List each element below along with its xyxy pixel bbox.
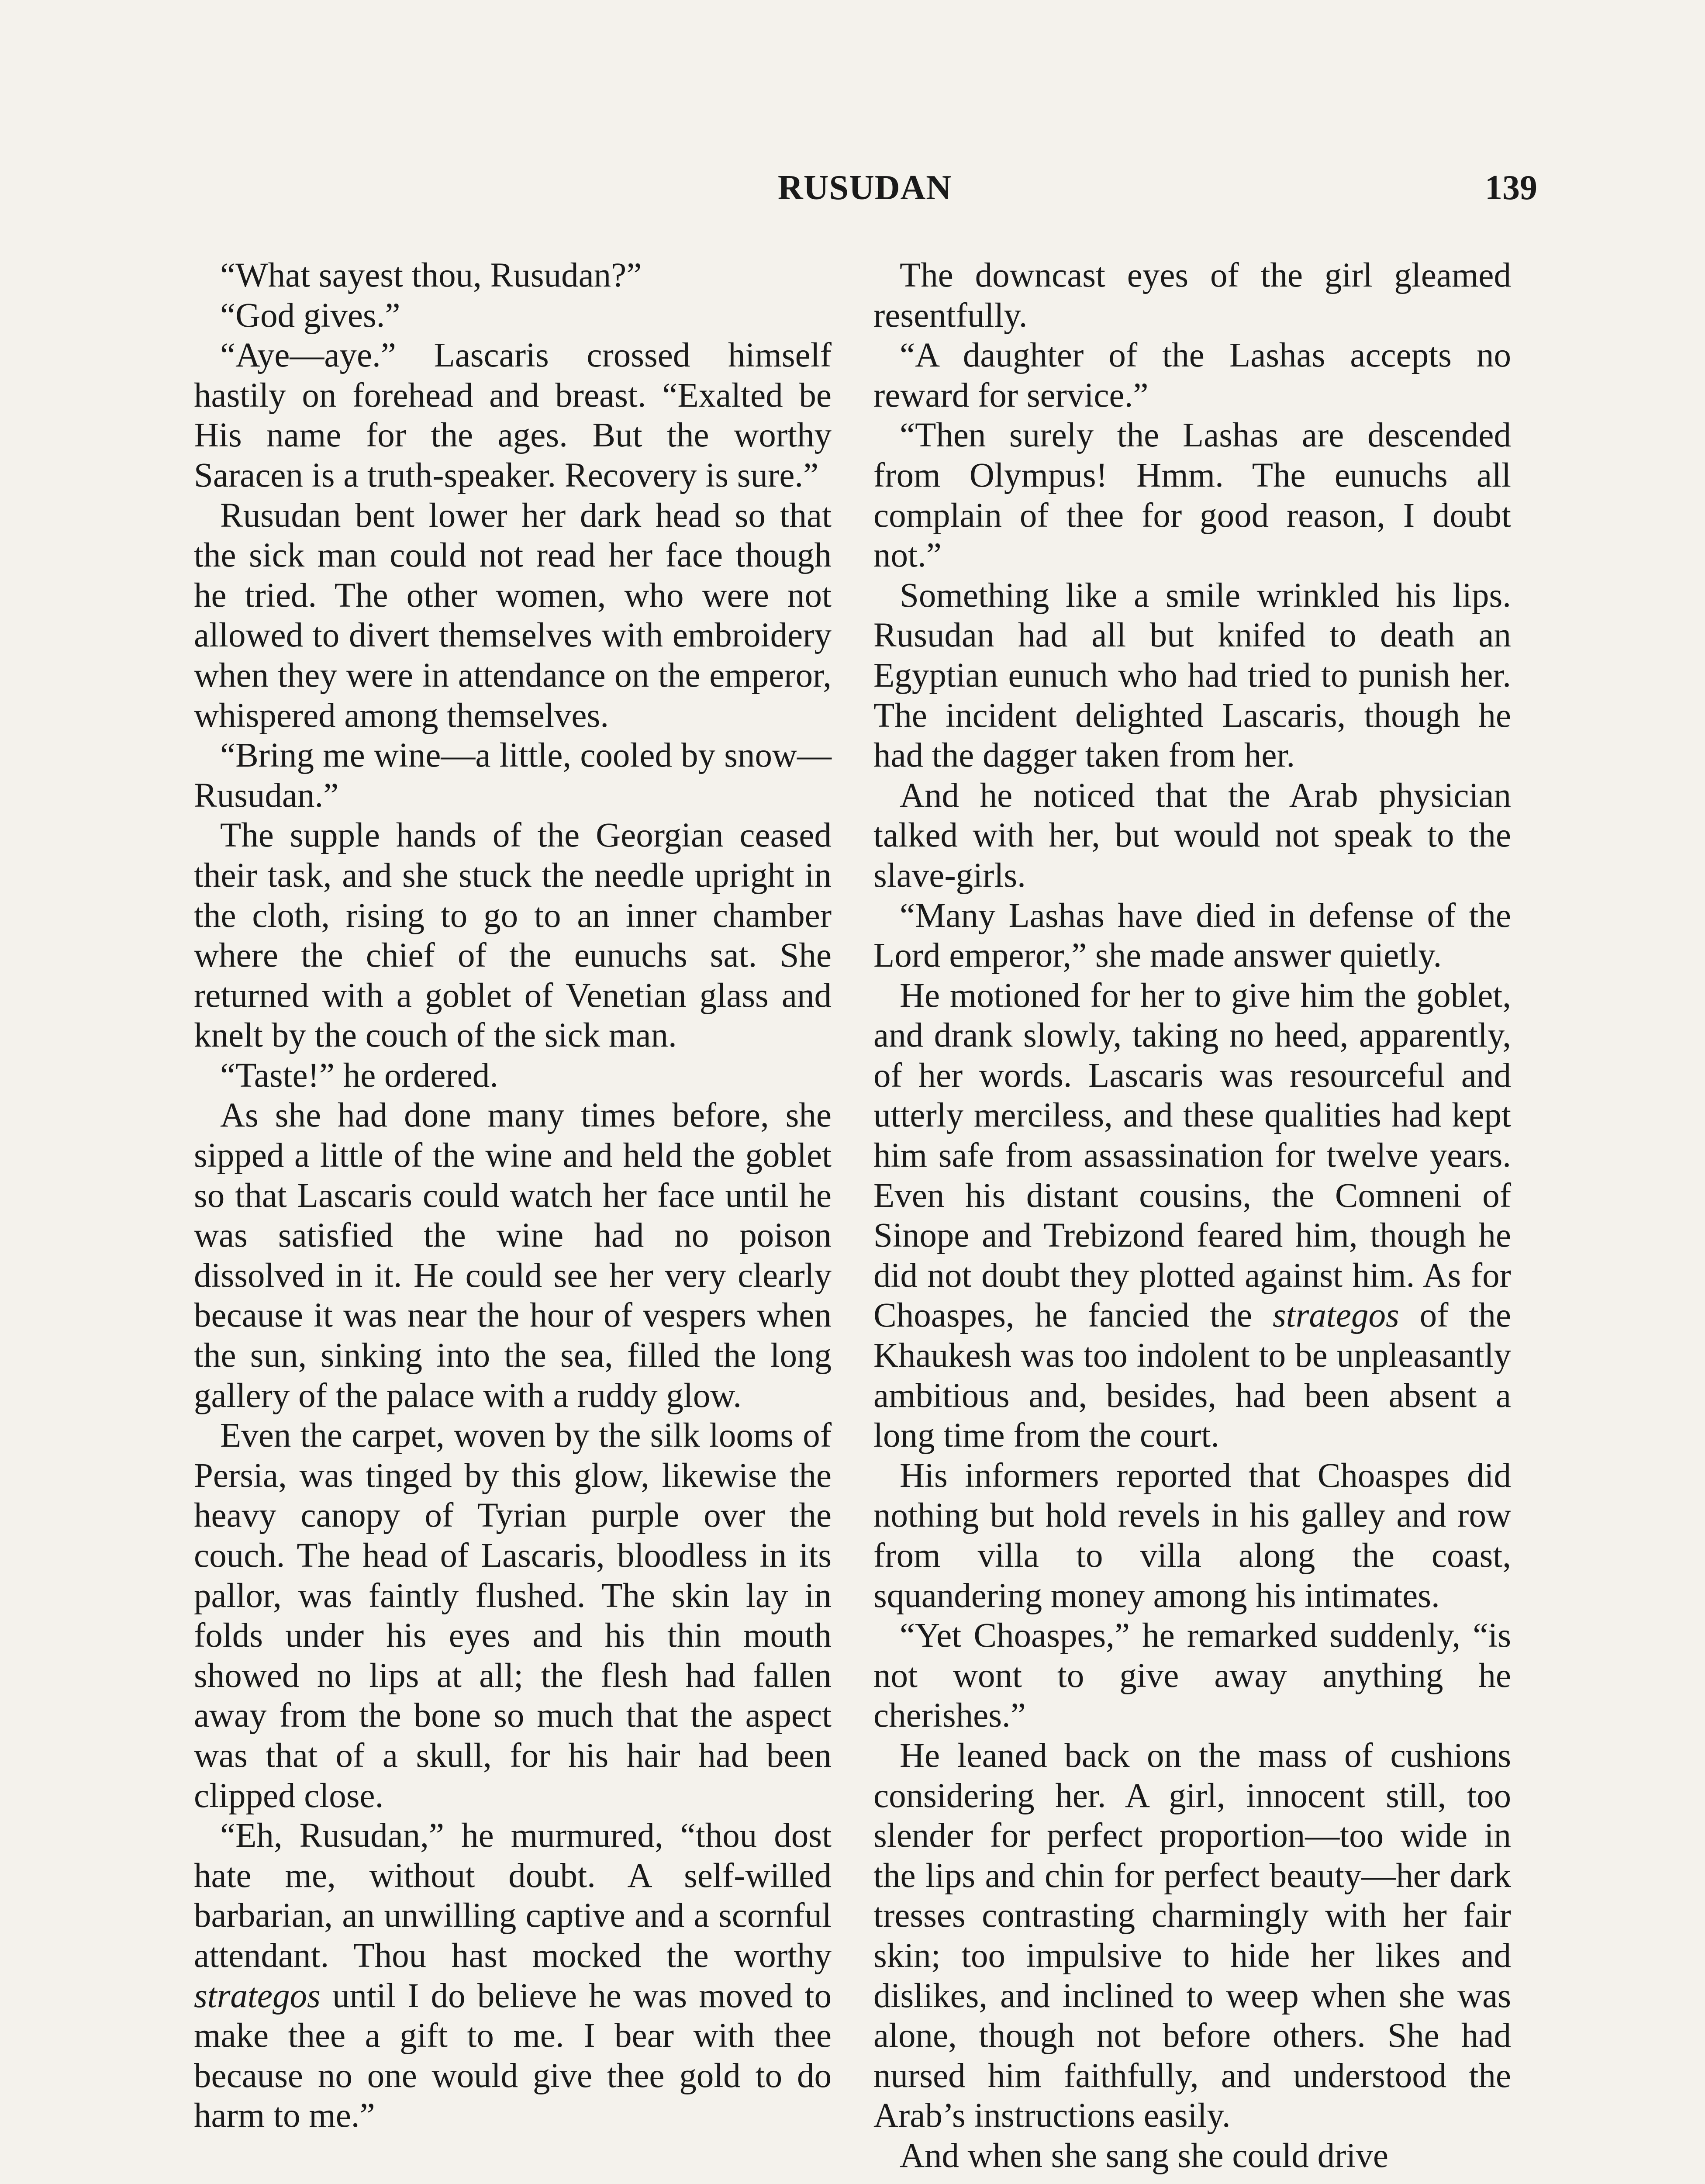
paragraph: As she had done many times before, she sipped a little of the wine and held the goblet so that Lascaris could watch her face until he was satisfied the wine had no poison dissolved in it. He could see her very clearly because it was near the hour of vespers when the sun, sinking into the sea, filled the long gallery of the palace with a ruddy glow.: [194, 1096, 832, 1415]
paragraph: [194, 1816, 832, 2136]
paragraph-text: He motioned for her to give him the goblet, and drank slowly, taking no heed, apparently, of her words. Lascaris was resourceful and utterly merciless, and these qualities had kept him safe from assassination for twelve years. Even his distant cousins, the Comneni of Sinope and Trebizond feared him, though he did not doubt they plotted against him. As for Choaspes, he fancied the: [873, 976, 1511, 1335]
paragraph: “Bring me wine—a little, cooled by snow—Rusudan.”: [194, 736, 832, 815]
paragraph: “What sayest thou, Rusudan?”: [220, 256, 642, 294]
paragraph: The supple hands of the Georgian ceased their task, and she stuck the needle upright in the cloth, rising to go to an inner chamber where the chief of the eunuchs sat. She returned with a goblet of Venetian glass and knelt by the couch of the sick man.: [194, 816, 832, 1055]
paragraph: [873, 976, 1511, 1456]
paragraph: “Then surely the Lashas are descended from Olympus! Hmm. The eunuchs all complain of thee for good reason, I doubt not.”: [873, 416, 1511, 575]
paragraph: His informers reported that Choaspes did nothing but hold revels in his galley and row from villa to villa along the coast, squandering money among his intimates.: [873, 1456, 1511, 1615]
paragraph: The downcast eyes of the girl gleamed resentfully.: [873, 256, 1511, 335]
paragraph: “Taste!” he ordered.: [220, 1056, 499, 1095]
right-text-column: [873, 256, 1511, 2176]
paragraph: “A daughter of the Lashas accepts no reward for service.”: [873, 336, 1511, 415]
paragraph: Even the carpet, woven by the silk looms of Persia, was tinged by this glow, likewise the heavy canopy of Tyrian purple over the couch. The head of Lascaris, bloodless in its pallor, was faintly flushed. The skin lay in folds under his eyes and his thin mouth showed no lips at all; the flesh had fallen away from the bone so much that the aspect was that of a skull, for his hair had been clipped close.: [194, 1417, 832, 1815]
chapter-title: RUSUDAN: [777, 169, 952, 207]
paragraph: “God gives.”: [220, 296, 400, 335]
paragraph: He leaned back on the mass of cushions considering her. A girl, innocent still, too slender for perfect proportion—too wide in the lips and chin for perfect beauty—her dark tresses contrasting charmingly with her fair skin; too impulsive to hide her likes and dislikes, and inclined to weep when she was alone, though not before others. She had nursed him faithfully, and understood the Arab’s instructions easily.: [873, 1736, 1511, 2135]
paragraph: “Many Lashas have died in defense of the Lord emperor,” she made answer quietly.: [873, 896, 1511, 975]
italic-term: strategos: [194, 1977, 321, 2015]
running-head: [192, 168, 1537, 216]
paragraph-text: “Eh, Rusudan,” he murmured, “thou dost hate me, without doubt. A self-willed barbarian, an unwilling captive and a scornful attendant. Thou hast mocked the worthy: [194, 1817, 832, 1975]
paragraph: Something like a smile wrinkled his lips. Rusudan had all but knifed to death an Egyptian eunuch who had tried to punish her. The incident delighted Lascaris, though he had the dagger taken from her.: [873, 576, 1511, 775]
paragraph: And he noticed that the Arab physician talked with her, but would not speak to the slave-girls.: [873, 776, 1511, 895]
page-number: 139: [1485, 169, 1537, 207]
paragraph-text: until I do believe he was moved to make thee a gift to me. I bear with thee because no one would give thee gold to do harm to me.”: [194, 1977, 832, 2135]
paragraph-text: of the Khaukesh was too indolent to be unpleasantly ambitious and, besides, had been absent a long time from the court.: [873, 1296, 1511, 1455]
paragraph: And when she sang she could drive: [900, 2136, 1388, 2175]
paragraph: “Aye—aye.” Lascaris crossed himself hastily on forehead and breast. “Exalted be His name for the ages. But the worthy Saracen is a truth-speaker. Recovery is sure.”: [194, 336, 832, 494]
italic-term: strategos: [1273, 1296, 1399, 1335]
paragraph: “Yet Choaspes,” he remarked suddenly, “is not wont to give away anything he cherishes.”: [873, 1617, 1511, 1735]
left-text-column: [194, 256, 832, 2136]
paragraph: Rusudan bent lower her dark head so that the sick man could not read her face though he tried. The other women, who were not allowed to divert themselves with embroidery when they were in attendance on the emperor, whispered among themselves.: [194, 496, 832, 735]
